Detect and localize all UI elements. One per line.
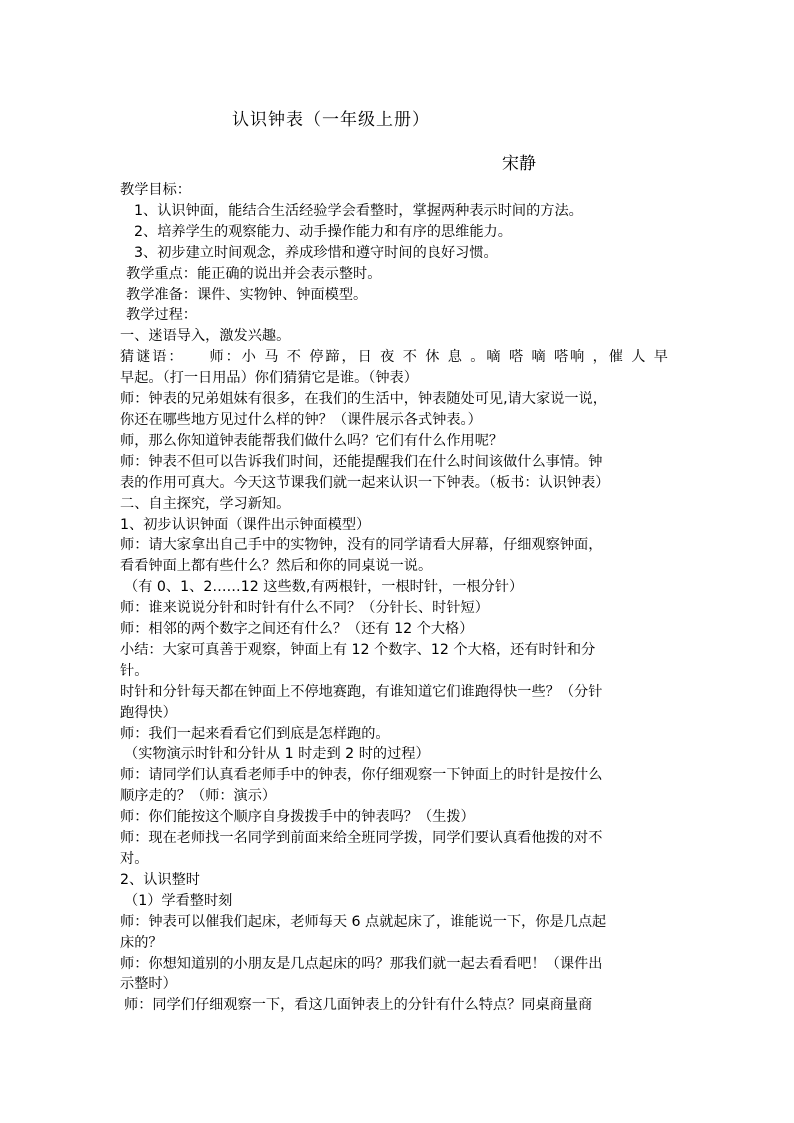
section-heading: 教学重点：能正确的说出并会表示整时。: [126, 265, 382, 282]
section-heading: 教学目标：: [120, 182, 191, 198]
paragraph-line: 猜谜语： 师：小 马 不 停蹄，日 夜 不 休 息 。嘀 嗒 嘀 嗒响 ，催 人 早: [120, 349, 668, 366]
paragraph-line: 床的？: [120, 934, 163, 951]
paragraph-line: （实物演示时针和分针从 1 时走到 2 时的过程）: [124, 746, 430, 763]
subsection-heading: （1）学看整时刻: [124, 892, 233, 909]
paragraph-line: 师：我们一起来看看它们到底是怎样跑的。: [120, 725, 390, 742]
paragraph-line: 师：谁来说说分针和时针有什么不同？（分针长、时针短）: [120, 600, 489, 617]
subsection-heading: 1、初步认识钟面（课件出示钟面模型）: [120, 516, 371, 533]
paragraph-line: 师：请大家拿出自己手中的实物钟，没有的同学请看大屏幕，仔细观察钟面，: [120, 537, 603, 554]
paragraph-line: 顺序走的？（师：演示）: [120, 788, 277, 805]
section-heading: 教学准备：课件、实物钟、钟面模型。: [126, 286, 368, 303]
paragraph-line: 师：钟表不但可以告诉我们时间，还能提醒我们在什么时间该做什么事情。钟: [120, 453, 603, 470]
paragraph-line: 看看钟面上都有些什么？然后和你的同桌说一说。: [120, 558, 433, 575]
objective-item: 2、培养学生的观察能力、动手操作能力和有序的思维能力。: [134, 223, 512, 240]
document-author: 宋静: [502, 154, 536, 174]
objective-item: 1、认识钟面，能结合生活经验学会看整时，掌握两种表示时间的方法。: [134, 202, 583, 219]
objective-item: 3、初步建立时间观念，养成珍惜和遵守时间的良好习惯。: [134, 244, 498, 261]
paragraph-line: （有 0、1、2……12 这些数,有两根针，一根时针，一根分针）: [124, 579, 524, 596]
paragraph-line: 师：你想知道别的小朋友是几点起床的吗？那我们就一起去看看吧！（课件出: [120, 955, 603, 972]
paragraph-line: 针。: [120, 662, 149, 679]
paragraph-line: 早起。（打一日用品）你们猜猜它是谁。（钟表）: [120, 370, 418, 387]
paragraph-line: 师：你们能按这个顺序自身拨拨手中的钟表吗？（生拨）: [120, 809, 475, 826]
paragraph-line: 表的作用可真大。今天这节课我们就一起来认识一下钟表。（板书：认识钟表）: [120, 474, 610, 491]
paragraph-line: 跑得快）: [120, 704, 177, 721]
paragraph-line: 你还在哪些地方见过什么样的钟？（课件展示各式钟表。）: [120, 411, 482, 428]
section-heading: 一、迷语导入，激发兴趣。: [120, 328, 291, 345]
paragraph-line: 师：钟表的兄弟姐妹有很多，在我们的生活中，钟表随处可见,请大家说一说，: [120, 391, 607, 408]
subsection-heading: 2、认识整时: [120, 871, 200, 888]
paragraph-line: 师：请同学们认真看老师手中的钟表，你仔细观察一下钟面上的时针是按什么: [120, 767, 603, 784]
paragraph-line: 小结：大家可真善于观察，钟面上有 12 个数字、12 个大格，还有时针和分: [120, 641, 596, 658]
paragraph-line: 示整时）: [120, 976, 177, 993]
section-heading: 二、自主探究，学习新知。: [120, 495, 291, 512]
document-body: [120, 180, 668, 1016]
section-heading: 教学过程：: [126, 307, 197, 324]
paragraph-line: 师：相邻的两个数字之间还有什么？（还有 12 个大格）: [120, 621, 474, 638]
paragraph-line: 师：钟表可以催我们起床，老师每天 6 点就起床了，谁能说一下，你是几点起: [120, 913, 607, 930]
paragraph-line: 时针和分针每天都在钟面上不停地赛跑，有谁知道它们谁跑得快一些？（分针: [120, 683, 603, 700]
paragraph-line: 师：同学们仔细观察一下，看这几面钟表上的分针有什么特点？同桌商量商: [124, 997, 593, 1014]
document-title: 认识钟表（一年级上册）: [232, 110, 430, 130]
paragraph-line: 对。: [120, 851, 149, 867]
paragraph-line: 师，那么你知道钟表能帮我们做什么吗？它们有什么作用呢？: [120, 432, 504, 449]
paragraph-line: 师：现在老师找一名同学到前面来给全班同学拨，同学们要认真看他拨的对不: [120, 830, 603, 847]
